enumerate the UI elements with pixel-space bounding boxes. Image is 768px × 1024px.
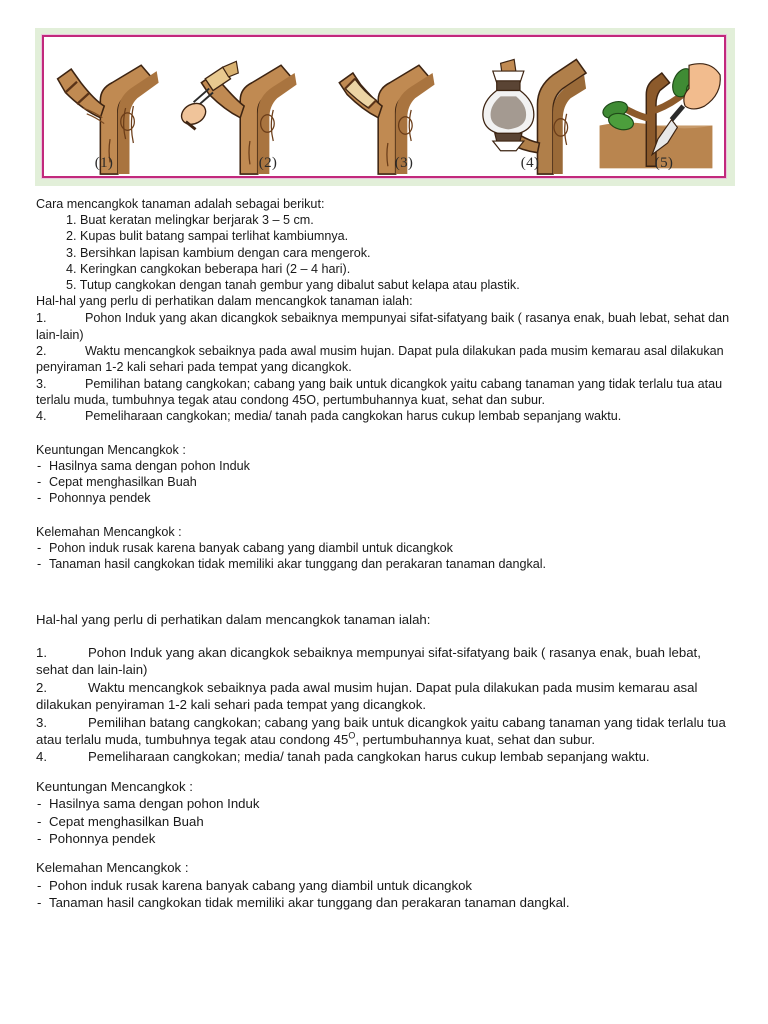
note-item [36, 343, 736, 376]
caption-5: (5) [654, 155, 674, 171]
note-number: 4. [36, 749, 47, 765]
note-text-before: Pemilihan batang cangkokan; cabang yang baik untuk dicangkok yaitu cabang tanaman yang tidak terlalu tua atau terlalu muda, tumbuhnya tegak atau condong 45 [36, 714, 726, 748]
disadvantage-item [36, 540, 736, 556]
advantage-text: Hasilnya sama dengan pohon Induk [49, 796, 260, 812]
panel-captions [44, 155, 724, 172]
advantage-text: Cepat menghasilkan Buah [49, 813, 204, 829]
advantage-text: Pohonnya pendek [49, 831, 156, 847]
spacer [36, 847, 736, 859]
disadvantage-item [36, 556, 736, 572]
caption-4: (4) [520, 155, 540, 171]
note-number: 2. [36, 679, 47, 695]
disadvantage-text: Tanaman hasil cangkokan tidak memiliki akar tunggang dan perakaran tanaman dangkal. [49, 895, 570, 911]
note-text: Pemilihan batang cangkokan; cabang yang baik untuk dicangkok yaitu cabang tanaman yang tidak terlalu tua atau terlalu muda, tumbuhnya tegak atau condong 45O, pertumbuhannya kuat, sehat dan subur. [36, 376, 723, 407]
caption-1: (1) [94, 155, 114, 171]
step-item: 5. Tutup cangkokan dengan tanah gembur yang dibalut sabut kelapa atau plastik. [66, 278, 520, 293]
disadvantage-item [36, 877, 736, 894]
notes-list-repeat [36, 644, 736, 766]
dash-bullet: - [37, 540, 42, 555]
step-item: 2. Kupas bulit batang sampai terlihat kambiumnya. [66, 229, 349, 244]
step-item: 3. Bersihkan lapisan kambium dengan cara mengerok. [66, 245, 371, 260]
notes-list-first [36, 310, 736, 424]
dash-bullet: - [37, 475, 42, 490]
repeat-intro: Hal-hal yang perlu di perhatikan dalam mencangkok tanaman ialah: [36, 612, 431, 627]
disadvantages-repeat [36, 859, 736, 911]
advantage-text: Hasilnya sama dengan pohon Induk [49, 458, 250, 473]
note-item [36, 748, 736, 765]
note-item [36, 310, 736, 343]
note-number: 3. [36, 376, 47, 391]
illustration-frame [35, 28, 735, 186]
note-item [36, 376, 736, 409]
steps-section [36, 196, 736, 309]
disadvantage-text: Pohon induk rusak karena banyak cabang yang diambil untuk dicangkok [49, 540, 453, 555]
note-number: 3. [36, 714, 47, 730]
disadvantages-first [36, 524, 736, 573]
disadvantage-item [36, 894, 736, 911]
advantage-item [36, 490, 736, 506]
dash-bullet: - [37, 813, 42, 829]
note-number: 1. [36, 645, 47, 660]
advantage-item [36, 795, 736, 812]
note-text: Pohon Induk yang akan dicangkok sebaiknya mempunyai sifat-sifatyang baik ( rasanya enak, buah lebat, sehat dan lain-lain) [36, 645, 701, 678]
dash-bullet: - [37, 877, 42, 893]
caption-3: (3) [394, 155, 414, 171]
disadvantages-heading: Kelemahan Mencangkok : [36, 524, 182, 539]
advantages-heading: Keuntungan Mencangkok : [36, 442, 186, 457]
advantage-text: Cepat menghasilkan Buah [49, 475, 197, 490]
dash-bullet: - [37, 491, 42, 506]
steps-lead: Cara mencangkok tanaman adalah sebagai berikut: [36, 197, 325, 211]
dash-bullet: - [37, 458, 42, 473]
advantage-item [36, 813, 736, 830]
caption-2: (2) [258, 155, 278, 171]
advantages-first [36, 442, 736, 507]
note-text: Pemeliharaan cangkokan; media/ tanah pada cangkokan harus cukup lembab sepanjang waktu. [85, 409, 622, 424]
spacer [36, 425, 736, 441]
advantage-item [36, 458, 736, 474]
note-item [36, 644, 736, 679]
note-item [36, 679, 736, 714]
disadvantages-heading: Kelemahan Mencangkok : [36, 860, 189, 876]
note-text: Waktu mencangkok sebaiknya pada awal musim hujan. Dapat pula dilakukan pada musim kemarau asal dilakukan penyiraman 1-2 kali sehari pada tempat yang dicangkok. [36, 344, 724, 375]
advantage-item [36, 830, 736, 847]
illustration-inner-border [42, 35, 726, 178]
spacer [36, 766, 736, 778]
note-item [36, 408, 736, 424]
note-text: Pohon Induk yang akan dicangkok sebaiknya mempunyai sifat-sifatyang baik ( rasanya enak, buah lebat, sehat dan lain-lain) [36, 311, 730, 342]
dash-bullet: - [37, 557, 42, 572]
advantage-item [36, 474, 736, 490]
step-item: 1. Buat keratan melingkar berjarak 3 – 5 cm. [66, 213, 314, 228]
note-item [36, 714, 736, 749]
advantage-text: Pohonnya pendek [49, 491, 151, 506]
degree-symbol: O [348, 730, 356, 741]
steps-tail: Hal-hal yang perlu di perhatikan dalam mencangkok tanaman ialah: [36, 294, 413, 309]
dash-bullet: - [37, 895, 42, 911]
note-text: Waktu mencangkok sebaiknya pada awal musim hujan. Dapat pula dilakukan pada musim kemarau asal dilakukan penyiraman 1-2 kali sehari pada tempat yang dicangkok. [36, 679, 698, 713]
spacer [36, 507, 736, 523]
note-number: 4. [36, 409, 47, 424]
dash-bullet: - [37, 831, 42, 847]
step-item: 4. Keringkan cangkokan beberapa hari (2 – 4 hari). [66, 261, 351, 276]
note-text-after: , pertumbuhannya kuat, sehat dan subur. [355, 732, 596, 748]
dash-bullet: - [37, 796, 42, 812]
disadvantage-text: Pohon induk rusak karena banyak cabang yang diambil untuk dicangkok [49, 877, 473, 893]
advantages-heading: Keuntungan Mencangkok : [36, 778, 193, 794]
steps-list [36, 212, 736, 293]
document-body-repeat [36, 644, 736, 912]
note-text: Pemeliharaan cangkokan; media/ tanah pada cangkokan harus cukup lembab sepanjang waktu. [88, 749, 650, 765]
note-number: 1. [36, 311, 47, 326]
note-number: 2. [36, 344, 47, 359]
advantages-repeat [36, 778, 736, 848]
disadvantage-text: Tanaman hasil cangkokan tidak memiliki akar tunggang dan perakaran tanaman dangkal. [49, 557, 547, 572]
document-body-first [36, 196, 736, 573]
